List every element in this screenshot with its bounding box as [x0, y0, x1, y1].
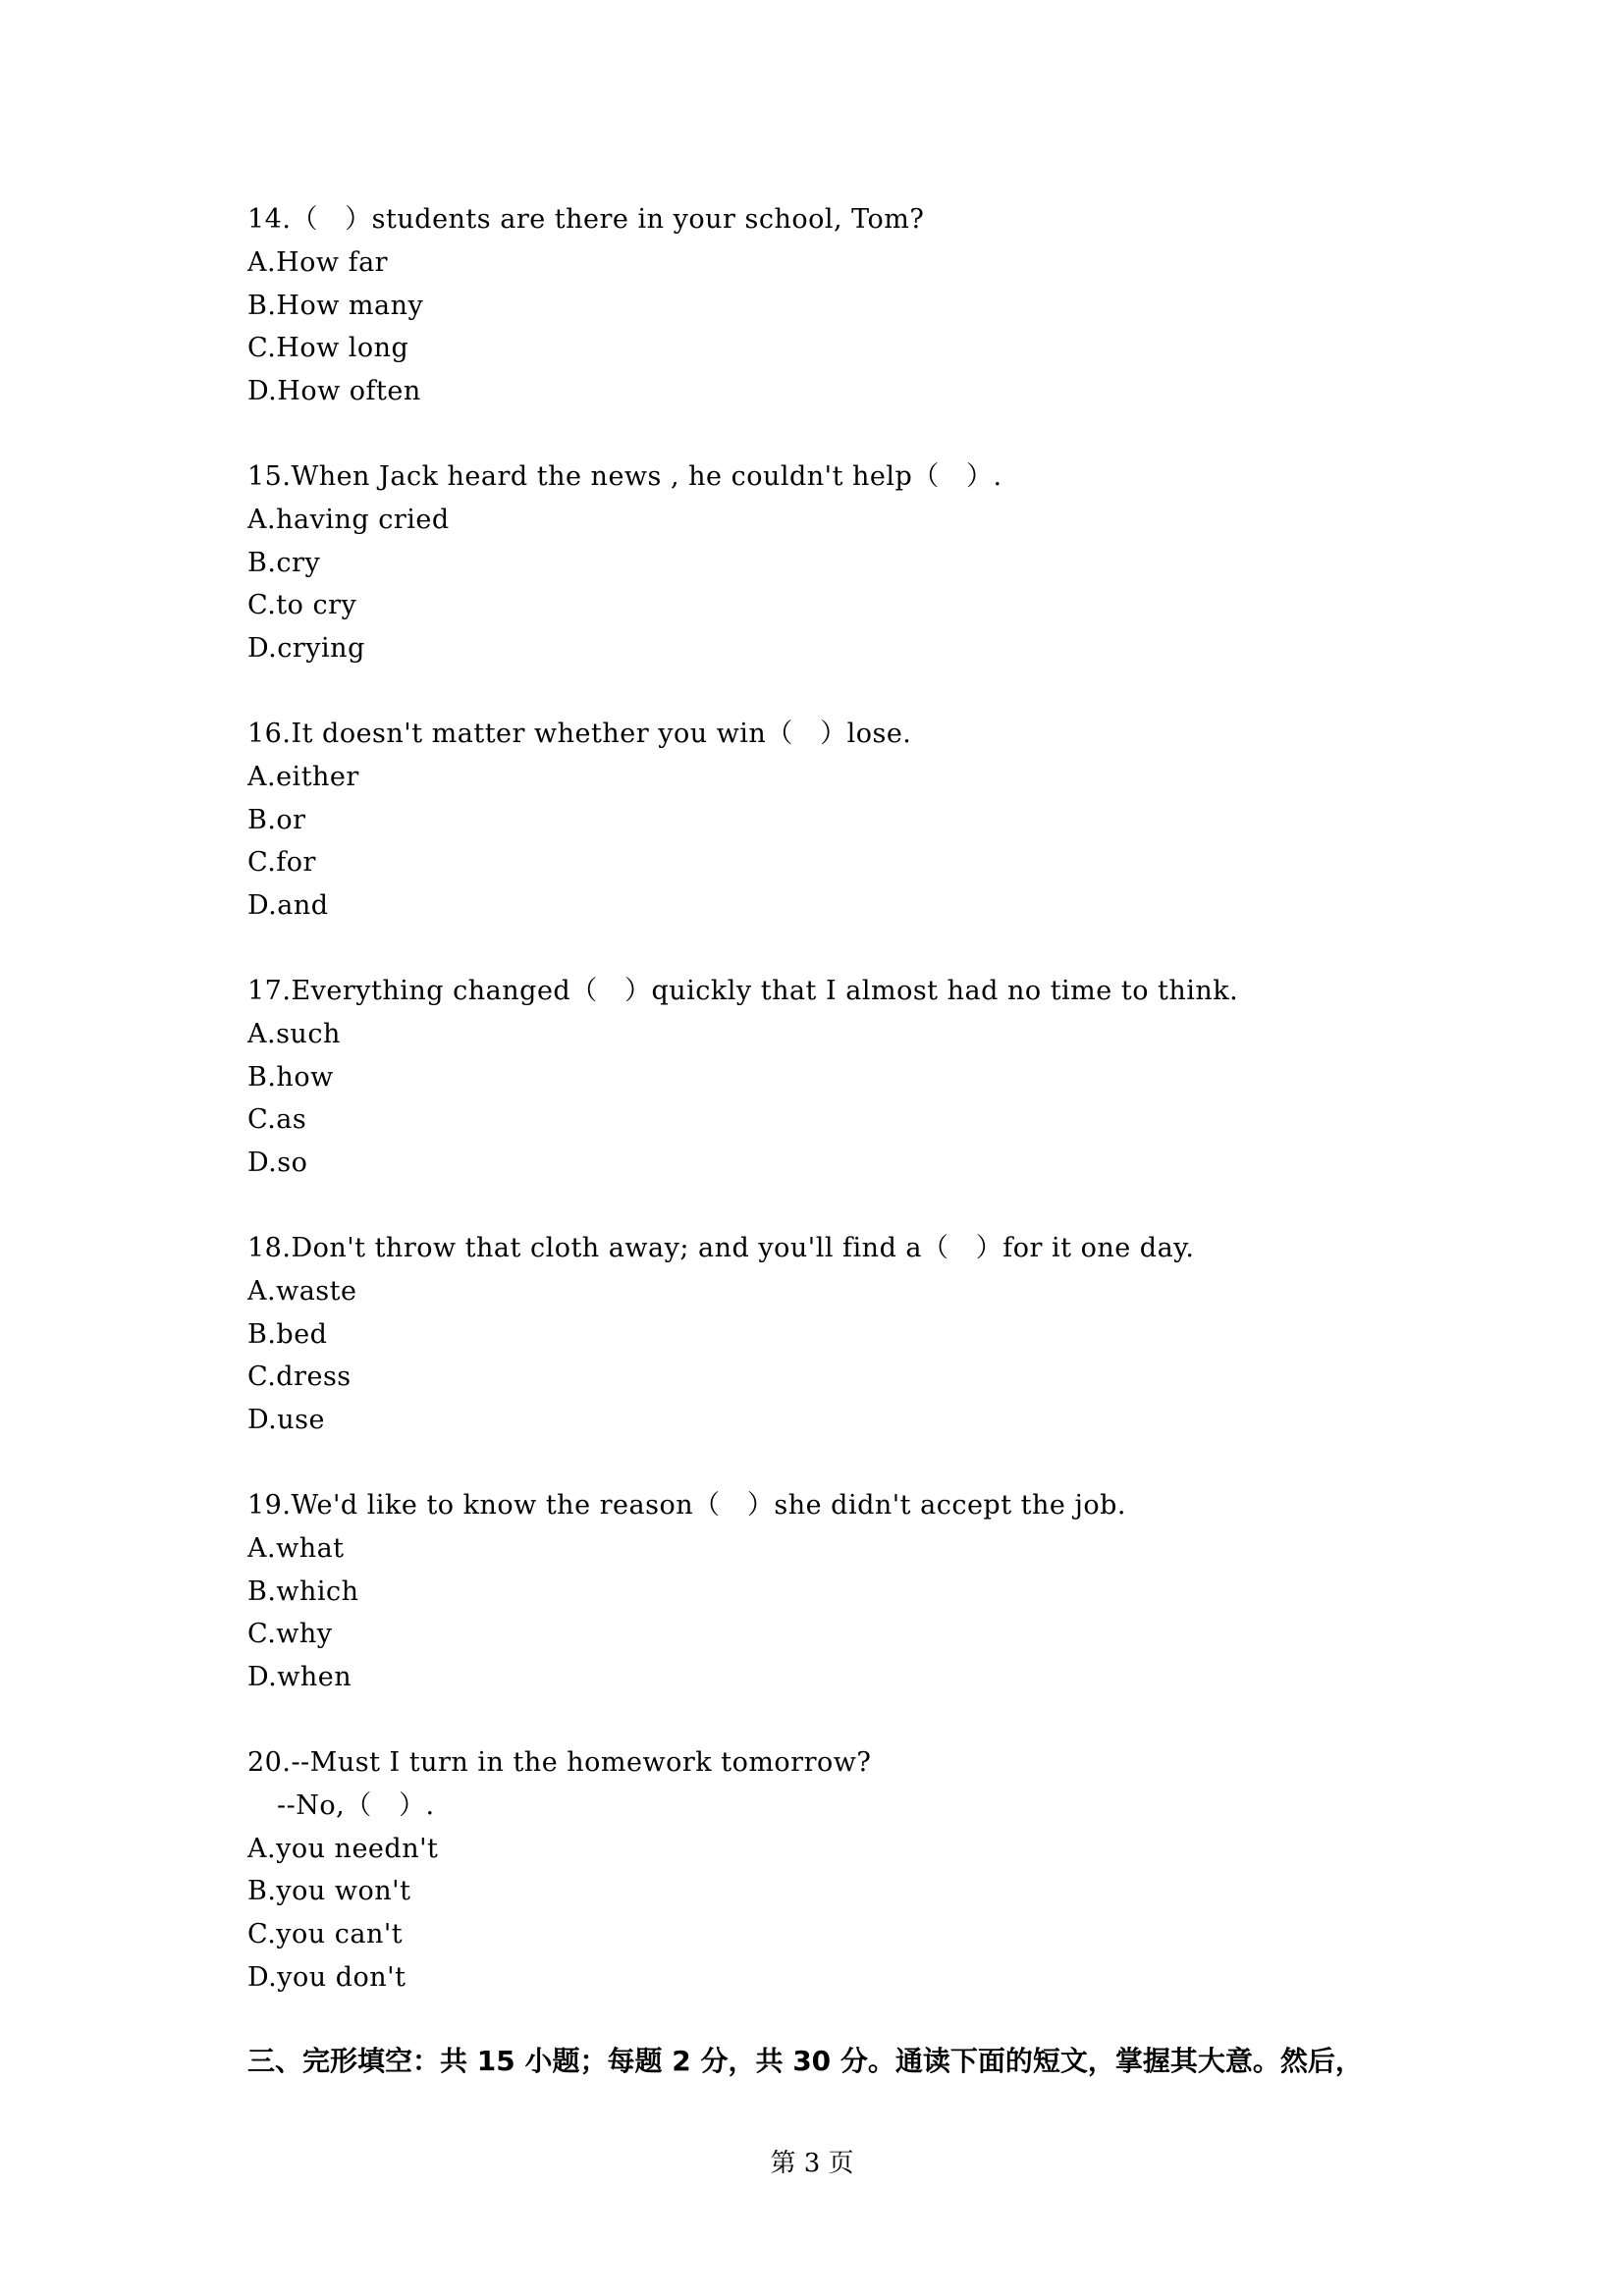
option-a: A.having cried — [247, 504, 450, 535]
option-c: C.why — [247, 1619, 333, 1650]
option-a: A.what — [247, 1532, 345, 1564]
option-b: B.How many — [247, 290, 424, 321]
option-b: B.bed — [247, 1318, 328, 1350]
option-d: D.when — [247, 1662, 352, 1693]
question-18 — [247, 1227, 1406, 1442]
option-c: C.to cry — [247, 590, 357, 621]
question-stem: 17.Everything changed（ ）quickly that I almost had no time to think. — [247, 975, 1239, 1006]
option-d: D.you don't — [247, 1961, 406, 1993]
option-b: B.or — [247, 804, 306, 835]
question-stem: 15.When Jack heard the news , he couldn't help（ ）. — [247, 460, 1002, 492]
option-d: D.so — [247, 1148, 308, 1179]
question-stem: 19.We'd like to know the reason（ ）she didn't accept the job. — [247, 1489, 1126, 1521]
page-number: 第 3 页 — [770, 2149, 854, 2178]
question-19 — [247, 1484, 1406, 1699]
page-footer — [0, 2146, 1624, 2181]
section-heading: 三、完形填空：共 15 小题；每题 2 分，共 30 分。通读下面的短文，掌握其大意。然后， — [247, 2045, 1363, 2077]
question-14 — [247, 198, 1406, 413]
question-stem: 20.--Must I turn in the homework tomorrow? — [247, 1746, 872, 1778]
option-a: A.such — [247, 1018, 341, 1049]
question-15 — [247, 455, 1406, 670]
option-c: C.How long — [247, 333, 409, 364]
option-c: C.dress — [247, 1362, 352, 1393]
option-d: D.and — [247, 890, 329, 922]
question-stem: 18.Don't throw that cloth away; and you'll find a（ ）for it one day. — [247, 1232, 1195, 1263]
option-a: A.you needn't — [247, 1833, 439, 1864]
question-17 — [247, 970, 1406, 1185]
question-16 — [247, 713, 1406, 928]
question-stem: 14.（ ）students are there in your school, Tom? — [247, 204, 925, 235]
question-stem-continuation: --No,（ ）. — [277, 1789, 435, 1821]
option-d: D.crying — [247, 633, 365, 665]
option-b: B.you won't — [247, 1876, 411, 1907]
question-stem: 16.It doesn't matter whether you win（ ）lose. — [247, 718, 912, 749]
question-list — [247, 198, 1406, 2042]
option-c: C.you can't — [247, 1919, 404, 1950]
option-c: C.for — [247, 847, 316, 879]
option-b: B.cry — [247, 547, 321, 578]
option-d: D.How often — [247, 376, 421, 407]
question-20 — [247, 1741, 1406, 2000]
option-a: A.How far — [247, 246, 389, 278]
option-b: B.which — [247, 1575, 359, 1607]
option-d: D.use — [247, 1405, 325, 1436]
option-c: C.as — [247, 1104, 307, 1136]
option-a: A.either — [247, 761, 359, 792]
option-b: B.how — [247, 1061, 334, 1093]
option-a: A.waste — [247, 1275, 357, 1307]
